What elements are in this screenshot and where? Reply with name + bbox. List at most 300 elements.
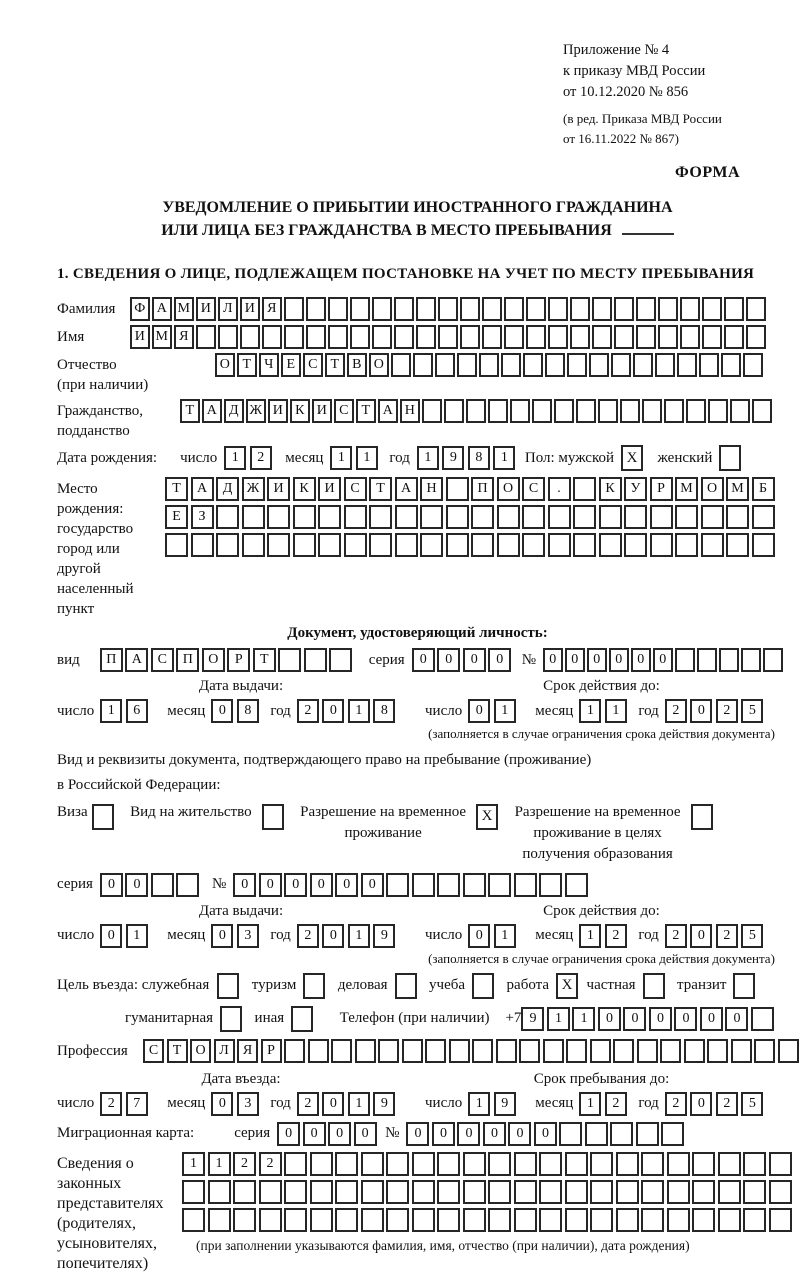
char-box[interactable] — [611, 353, 631, 377]
char-box[interactable]: О — [215, 353, 235, 377]
char-box[interactable] — [620, 399, 640, 423]
char-box[interactable]: 2 — [716, 699, 738, 723]
char-box[interactable] — [463, 1152, 486, 1176]
char-box[interactable] — [444, 399, 464, 423]
checkbox[interactable]: X — [476, 804, 498, 830]
char-box[interactable] — [501, 353, 521, 377]
char-box[interactable] — [488, 1152, 511, 1176]
char-box[interactable]: 0 — [488, 648, 511, 672]
char-box[interactable]: 0 — [690, 924, 712, 948]
char-box[interactable] — [613, 1039, 634, 1063]
char-box[interactable] — [293, 505, 316, 529]
char-box[interactable] — [701, 505, 724, 529]
char-box[interactable] — [482, 297, 502, 321]
char-box[interactable]: 0 — [508, 1122, 531, 1146]
char-box[interactable]: 1 — [579, 924, 601, 948]
char-box[interactable]: 0 — [322, 1092, 344, 1116]
char-box[interactable] — [598, 399, 618, 423]
char-box[interactable]: З — [191, 505, 214, 529]
char-box[interactable]: Т — [165, 477, 188, 501]
char-box[interactable] — [565, 1208, 588, 1232]
char-box[interactable] — [488, 1180, 511, 1204]
char-box[interactable] — [650, 505, 673, 529]
char-box[interactable] — [637, 1039, 658, 1063]
char-box[interactable] — [573, 477, 596, 501]
char-box[interactable] — [284, 297, 304, 321]
char-box[interactable] — [548, 325, 568, 349]
char-box[interactable] — [335, 1152, 358, 1176]
char-box[interactable] — [680, 325, 700, 349]
char-box[interactable]: 1 — [579, 1092, 601, 1116]
char-box[interactable]: 1 — [224, 446, 246, 470]
char-box[interactable] — [616, 1208, 639, 1232]
char-box[interactable]: 1 — [494, 699, 516, 723]
char-box[interactable] — [567, 353, 587, 377]
char-box[interactable]: 0 — [303, 1122, 326, 1146]
char-box[interactable]: 3 — [237, 1092, 259, 1116]
char-box[interactable] — [532, 399, 552, 423]
char-box[interactable] — [746, 297, 766, 321]
char-box[interactable]: М — [174, 297, 194, 321]
char-box[interactable] — [488, 1208, 511, 1232]
char-box[interactable]: 0 — [534, 1122, 557, 1146]
char-box[interactable]: А — [202, 399, 222, 423]
char-box[interactable] — [726, 533, 749, 557]
char-box[interactable] — [763, 648, 783, 672]
char-box[interactable]: И — [240, 297, 260, 321]
char-box[interactable]: Т — [167, 1039, 188, 1063]
char-box[interactable]: О — [701, 477, 724, 501]
char-box[interactable] — [636, 297, 656, 321]
char-box[interactable] — [590, 1180, 613, 1204]
char-box[interactable] — [523, 353, 543, 377]
char-box[interactable] — [702, 325, 722, 349]
char-box[interactable] — [769, 1208, 792, 1232]
char-box[interactable]: О — [202, 648, 225, 672]
char-box[interactable] — [460, 325, 480, 349]
char-box[interactable] — [565, 1180, 588, 1204]
char-box[interactable]: 9 — [373, 924, 395, 948]
char-box[interactable] — [539, 1152, 562, 1176]
char-box[interactable] — [216, 505, 239, 529]
char-box[interactable] — [661, 1122, 684, 1146]
char-box[interactable] — [721, 353, 741, 377]
char-box[interactable]: 0 — [674, 1007, 697, 1031]
char-box[interactable]: 0 — [700, 1007, 723, 1031]
char-box[interactable] — [416, 325, 436, 349]
char-box[interactable] — [420, 505, 443, 529]
sex-male-checkbox[interactable] — [621, 445, 646, 471]
char-box[interactable] — [726, 505, 749, 529]
char-box[interactable] — [565, 1152, 588, 1176]
char-box[interactable] — [284, 325, 304, 349]
char-box[interactable]: 0 — [609, 648, 629, 672]
char-box[interactable]: 1 — [348, 1092, 370, 1116]
char-box[interactable]: Т — [356, 399, 376, 423]
char-box[interactable]: Н — [400, 399, 420, 423]
residence-permit-checkbox[interactable] — [262, 804, 287, 830]
purpose-business-checkbox[interactable] — [217, 973, 242, 999]
char-box[interactable]: С — [522, 477, 545, 501]
char-box[interactable]: 7 — [126, 1092, 148, 1116]
char-box[interactable] — [718, 1208, 741, 1232]
char-box[interactable] — [610, 1122, 633, 1146]
char-box[interactable] — [667, 1208, 690, 1232]
char-box[interactable] — [724, 325, 744, 349]
char-box[interactable]: Л — [218, 297, 238, 321]
char-box[interactable]: О — [369, 353, 389, 377]
char-box[interactable] — [526, 297, 546, 321]
char-box[interactable] — [437, 1208, 460, 1232]
char-box[interactable]: 0 — [233, 873, 256, 897]
char-box[interactable]: П — [176, 648, 199, 672]
char-box[interactable] — [539, 873, 562, 897]
char-box[interactable] — [208, 1208, 231, 1232]
purpose-other-checkbox[interactable] — [291, 1006, 316, 1032]
char-box[interactable] — [386, 1152, 409, 1176]
char-box[interactable]: 0 — [125, 873, 148, 897]
purpose-private-checkbox[interactable] — [643, 973, 668, 999]
char-box[interactable] — [519, 1039, 540, 1063]
char-box[interactable]: Т — [325, 353, 345, 377]
purpose-transit-checkbox[interactable] — [733, 973, 758, 999]
char-box[interactable] — [497, 505, 520, 529]
char-box[interactable]: 0 — [543, 648, 563, 672]
char-box[interactable]: Т — [237, 353, 257, 377]
char-box[interactable] — [391, 353, 411, 377]
char-box[interactable]: 2 — [297, 699, 319, 723]
char-box[interactable]: М — [152, 325, 172, 349]
char-box[interactable] — [692, 1152, 715, 1176]
char-box[interactable] — [350, 297, 370, 321]
char-box[interactable] — [559, 1122, 582, 1146]
char-box[interactable]: 9 — [373, 1092, 395, 1116]
char-box[interactable]: С — [303, 353, 323, 377]
char-box[interactable] — [355, 1039, 376, 1063]
char-box[interactable] — [667, 1152, 690, 1176]
char-box[interactable]: 0 — [565, 648, 585, 672]
char-box[interactable]: К — [293, 477, 316, 501]
char-box[interactable]: И — [312, 399, 332, 423]
char-box[interactable]: 1 — [356, 446, 378, 470]
char-box[interactable]: 0 — [690, 699, 712, 723]
char-box[interactable]: 1 — [330, 446, 352, 470]
char-box[interactable]: Я — [174, 325, 194, 349]
char-box[interactable] — [514, 1152, 537, 1176]
char-box[interactable] — [395, 505, 418, 529]
char-box[interactable] — [435, 353, 455, 377]
char-box[interactable] — [686, 399, 706, 423]
char-box[interactable]: 0 — [598, 1007, 621, 1031]
checkbox[interactable] — [691, 804, 713, 830]
char-box[interactable] — [718, 1180, 741, 1204]
char-box[interactable] — [522, 533, 545, 557]
char-box[interactable] — [425, 1039, 446, 1063]
char-box[interactable] — [514, 1180, 537, 1204]
char-box[interactable]: 1 — [572, 1007, 595, 1031]
char-box[interactable]: 1 — [417, 446, 439, 470]
char-box[interactable]: Т — [253, 648, 276, 672]
char-box[interactable] — [496, 1039, 517, 1063]
char-box[interactable] — [566, 1039, 587, 1063]
char-box[interactable] — [328, 297, 348, 321]
char-box[interactable]: 0 — [322, 699, 344, 723]
char-box[interactable]: 2 — [259, 1152, 282, 1176]
char-box[interactable]: У — [624, 477, 647, 501]
char-box[interactable]: И — [267, 477, 290, 501]
char-box[interactable] — [446, 477, 469, 501]
char-box[interactable] — [658, 325, 678, 349]
char-box[interactable] — [548, 505, 571, 529]
purpose-study-checkbox[interactable] — [472, 973, 497, 999]
char-box[interactable]: 1 — [208, 1152, 231, 1176]
char-box[interactable] — [754, 1039, 775, 1063]
char-box[interactable]: 9 — [494, 1092, 516, 1116]
char-box[interactable] — [752, 505, 775, 529]
char-box[interactable] — [752, 533, 775, 557]
char-box[interactable] — [412, 1180, 435, 1204]
char-box[interactable]: А — [395, 477, 418, 501]
char-box[interactable] — [284, 1152, 307, 1176]
char-box[interactable] — [545, 353, 565, 377]
char-box[interactable] — [262, 325, 282, 349]
char-box[interactable]: 0 — [623, 1007, 646, 1031]
char-box[interactable]: 1 — [182, 1152, 205, 1176]
char-box[interactable] — [576, 399, 596, 423]
char-box[interactable] — [386, 1208, 409, 1232]
char-box[interactable]: В — [347, 353, 367, 377]
char-box[interactable]: 8 — [237, 699, 259, 723]
char-box[interactable]: М — [726, 477, 749, 501]
char-box[interactable]: . — [548, 477, 571, 501]
char-box[interactable] — [554, 399, 574, 423]
char-box[interactable] — [293, 533, 316, 557]
checkbox[interactable] — [220, 1006, 242, 1032]
char-box[interactable] — [318, 505, 341, 529]
checkbox[interactable]: X — [621, 445, 643, 471]
char-box[interactable]: 0 — [631, 648, 651, 672]
char-box[interactable] — [675, 648, 695, 672]
char-box[interactable] — [259, 1208, 282, 1232]
char-box[interactable]: И — [268, 399, 288, 423]
checkbox[interactable] — [262, 804, 284, 830]
char-box[interactable] — [697, 648, 717, 672]
char-box[interactable]: Ф — [130, 297, 150, 321]
char-box[interactable] — [667, 1180, 690, 1204]
char-box[interactable]: 2 — [665, 924, 687, 948]
char-box[interactable] — [677, 353, 697, 377]
char-box[interactable] — [514, 1208, 537, 1232]
char-box[interactable] — [438, 325, 458, 349]
char-box[interactable] — [182, 1208, 205, 1232]
char-box[interactable]: 0 — [211, 924, 233, 948]
char-box[interactable] — [504, 297, 524, 321]
char-box[interactable] — [278, 648, 301, 672]
char-box[interactable] — [310, 1208, 333, 1232]
char-box[interactable] — [165, 533, 188, 557]
char-box[interactable] — [743, 1152, 766, 1176]
char-box[interactable] — [743, 353, 763, 377]
char-box[interactable] — [585, 1122, 608, 1146]
char-box[interactable] — [304, 648, 327, 672]
char-box[interactable] — [699, 353, 719, 377]
char-box[interactable]: 0 — [259, 873, 282, 897]
char-box[interactable] — [361, 1180, 384, 1204]
char-box[interactable]: 0 — [284, 873, 307, 897]
char-box[interactable]: 0 — [211, 1092, 233, 1116]
char-box[interactable] — [641, 1152, 664, 1176]
char-box[interactable]: 2 — [605, 924, 627, 948]
char-box[interactable]: 0 — [335, 873, 358, 897]
char-box[interactable] — [633, 353, 653, 377]
char-box[interactable] — [684, 1039, 705, 1063]
char-box[interactable] — [378, 1039, 399, 1063]
char-box[interactable] — [592, 297, 612, 321]
char-box[interactable] — [218, 325, 238, 349]
char-box[interactable] — [446, 533, 469, 557]
char-box[interactable]: О — [190, 1039, 211, 1063]
checkbox[interactable] — [303, 973, 325, 999]
char-box[interactable] — [413, 353, 433, 377]
char-box[interactable] — [395, 533, 418, 557]
char-box[interactable] — [570, 297, 590, 321]
char-box[interactable]: 2 — [297, 924, 319, 948]
char-box[interactable]: 2 — [233, 1152, 256, 1176]
char-box[interactable] — [284, 1039, 305, 1063]
char-box[interactable]: 6 — [126, 699, 148, 723]
char-box[interactable] — [344, 533, 367, 557]
sex-female-checkbox[interactable] — [719, 445, 744, 471]
char-box[interactable]: К — [599, 477, 622, 501]
char-box[interactable] — [641, 1180, 664, 1204]
char-box[interactable]: 0 — [100, 924, 122, 948]
char-box[interactable] — [369, 533, 392, 557]
char-box[interactable] — [412, 1208, 435, 1232]
char-box[interactable] — [658, 297, 678, 321]
char-box[interactable] — [284, 1208, 307, 1232]
char-box[interactable]: 0 — [328, 1122, 351, 1146]
char-box[interactable] — [641, 1208, 664, 1232]
char-box[interactable]: С — [344, 477, 367, 501]
char-box[interactable] — [479, 353, 499, 377]
char-box[interactable] — [599, 533, 622, 557]
char-box[interactable] — [420, 533, 443, 557]
char-box[interactable] — [719, 648, 739, 672]
char-box[interactable]: Д — [216, 477, 239, 501]
char-box[interactable] — [752, 399, 772, 423]
char-box[interactable] — [471, 505, 494, 529]
char-box[interactable]: 0 — [437, 648, 460, 672]
char-box[interactable] — [329, 648, 352, 672]
char-box[interactable] — [708, 399, 728, 423]
char-box[interactable] — [472, 1039, 493, 1063]
char-box[interactable]: Т — [180, 399, 200, 423]
char-box[interactable] — [422, 399, 442, 423]
char-box[interactable] — [655, 353, 675, 377]
char-box[interactable] — [731, 1039, 752, 1063]
char-box[interactable] — [437, 873, 460, 897]
char-box[interactable]: 1 — [547, 1007, 570, 1031]
char-box[interactable]: 0 — [361, 873, 384, 897]
char-box[interactable] — [660, 1039, 681, 1063]
char-box[interactable] — [743, 1208, 766, 1232]
char-box[interactable] — [636, 1122, 659, 1146]
char-box[interactable]: 0 — [406, 1122, 429, 1146]
char-box[interactable]: 0 — [690, 1092, 712, 1116]
char-box[interactable] — [510, 399, 530, 423]
char-box[interactable] — [449, 1039, 470, 1063]
char-box[interactable]: 2 — [665, 699, 687, 723]
purpose-work-checkbox[interactable] — [556, 973, 581, 999]
char-box[interactable] — [446, 505, 469, 529]
char-box[interactable]: П — [100, 648, 123, 672]
char-box[interactable] — [675, 533, 698, 557]
char-box[interactable]: 0 — [211, 699, 233, 723]
char-box[interactable]: 9 — [442, 446, 464, 470]
char-box[interactable] — [457, 353, 477, 377]
char-box[interactable] — [769, 1180, 792, 1204]
checkbox[interactable]: X — [556, 973, 578, 999]
char-box[interactable]: 0 — [483, 1122, 506, 1146]
char-box[interactable]: 0 — [649, 1007, 672, 1031]
char-box[interactable]: Д — [224, 399, 244, 423]
char-box[interactable] — [573, 505, 596, 529]
char-box[interactable]: П — [471, 477, 494, 501]
char-box[interactable]: 0 — [468, 699, 490, 723]
char-box[interactable] — [664, 399, 684, 423]
char-box[interactable] — [208, 1180, 231, 1204]
temp-permit-checkbox[interactable] — [476, 804, 501, 830]
char-box[interactable] — [590, 1039, 611, 1063]
char-box[interactable]: Л — [214, 1039, 235, 1063]
char-box[interactable] — [310, 1180, 333, 1204]
purpose-commercial-checkbox[interactable] — [395, 973, 420, 999]
char-box[interactable]: Е — [165, 505, 188, 529]
char-box[interactable]: Ж — [242, 477, 265, 501]
checkbox[interactable] — [395, 973, 417, 999]
char-box[interactable] — [372, 325, 392, 349]
char-box[interactable] — [394, 297, 414, 321]
char-box[interactable] — [151, 873, 174, 897]
char-box[interactable]: 0 — [354, 1122, 377, 1146]
char-box[interactable]: 1 — [348, 699, 370, 723]
char-box[interactable] — [240, 325, 260, 349]
char-box[interactable]: 5 — [741, 1092, 763, 1116]
char-box[interactable] — [394, 325, 414, 349]
char-box[interactable] — [614, 297, 634, 321]
char-box[interactable] — [741, 648, 761, 672]
char-box[interactable] — [335, 1208, 358, 1232]
char-box[interactable] — [466, 399, 486, 423]
char-box[interactable]: 0 — [457, 1122, 480, 1146]
char-box[interactable]: 2 — [250, 446, 272, 470]
char-box[interactable] — [350, 325, 370, 349]
char-box[interactable]: 8 — [373, 699, 395, 723]
checkbox[interactable] — [217, 973, 239, 999]
edu-permit-checkbox[interactable] — [691, 804, 716, 830]
char-box[interactable]: 0 — [100, 873, 123, 897]
char-box[interactable]: 1 — [348, 924, 370, 948]
char-box[interactable] — [497, 533, 520, 557]
char-box[interactable]: Н — [420, 477, 443, 501]
purpose-humanitarian-checkbox[interactable] — [220, 1006, 245, 1032]
char-box[interactable] — [548, 297, 568, 321]
char-box[interactable] — [616, 1180, 639, 1204]
char-box[interactable] — [488, 873, 511, 897]
char-box[interactable]: С — [143, 1039, 164, 1063]
char-box[interactable]: 5 — [741, 699, 763, 723]
char-box[interactable] — [488, 399, 508, 423]
